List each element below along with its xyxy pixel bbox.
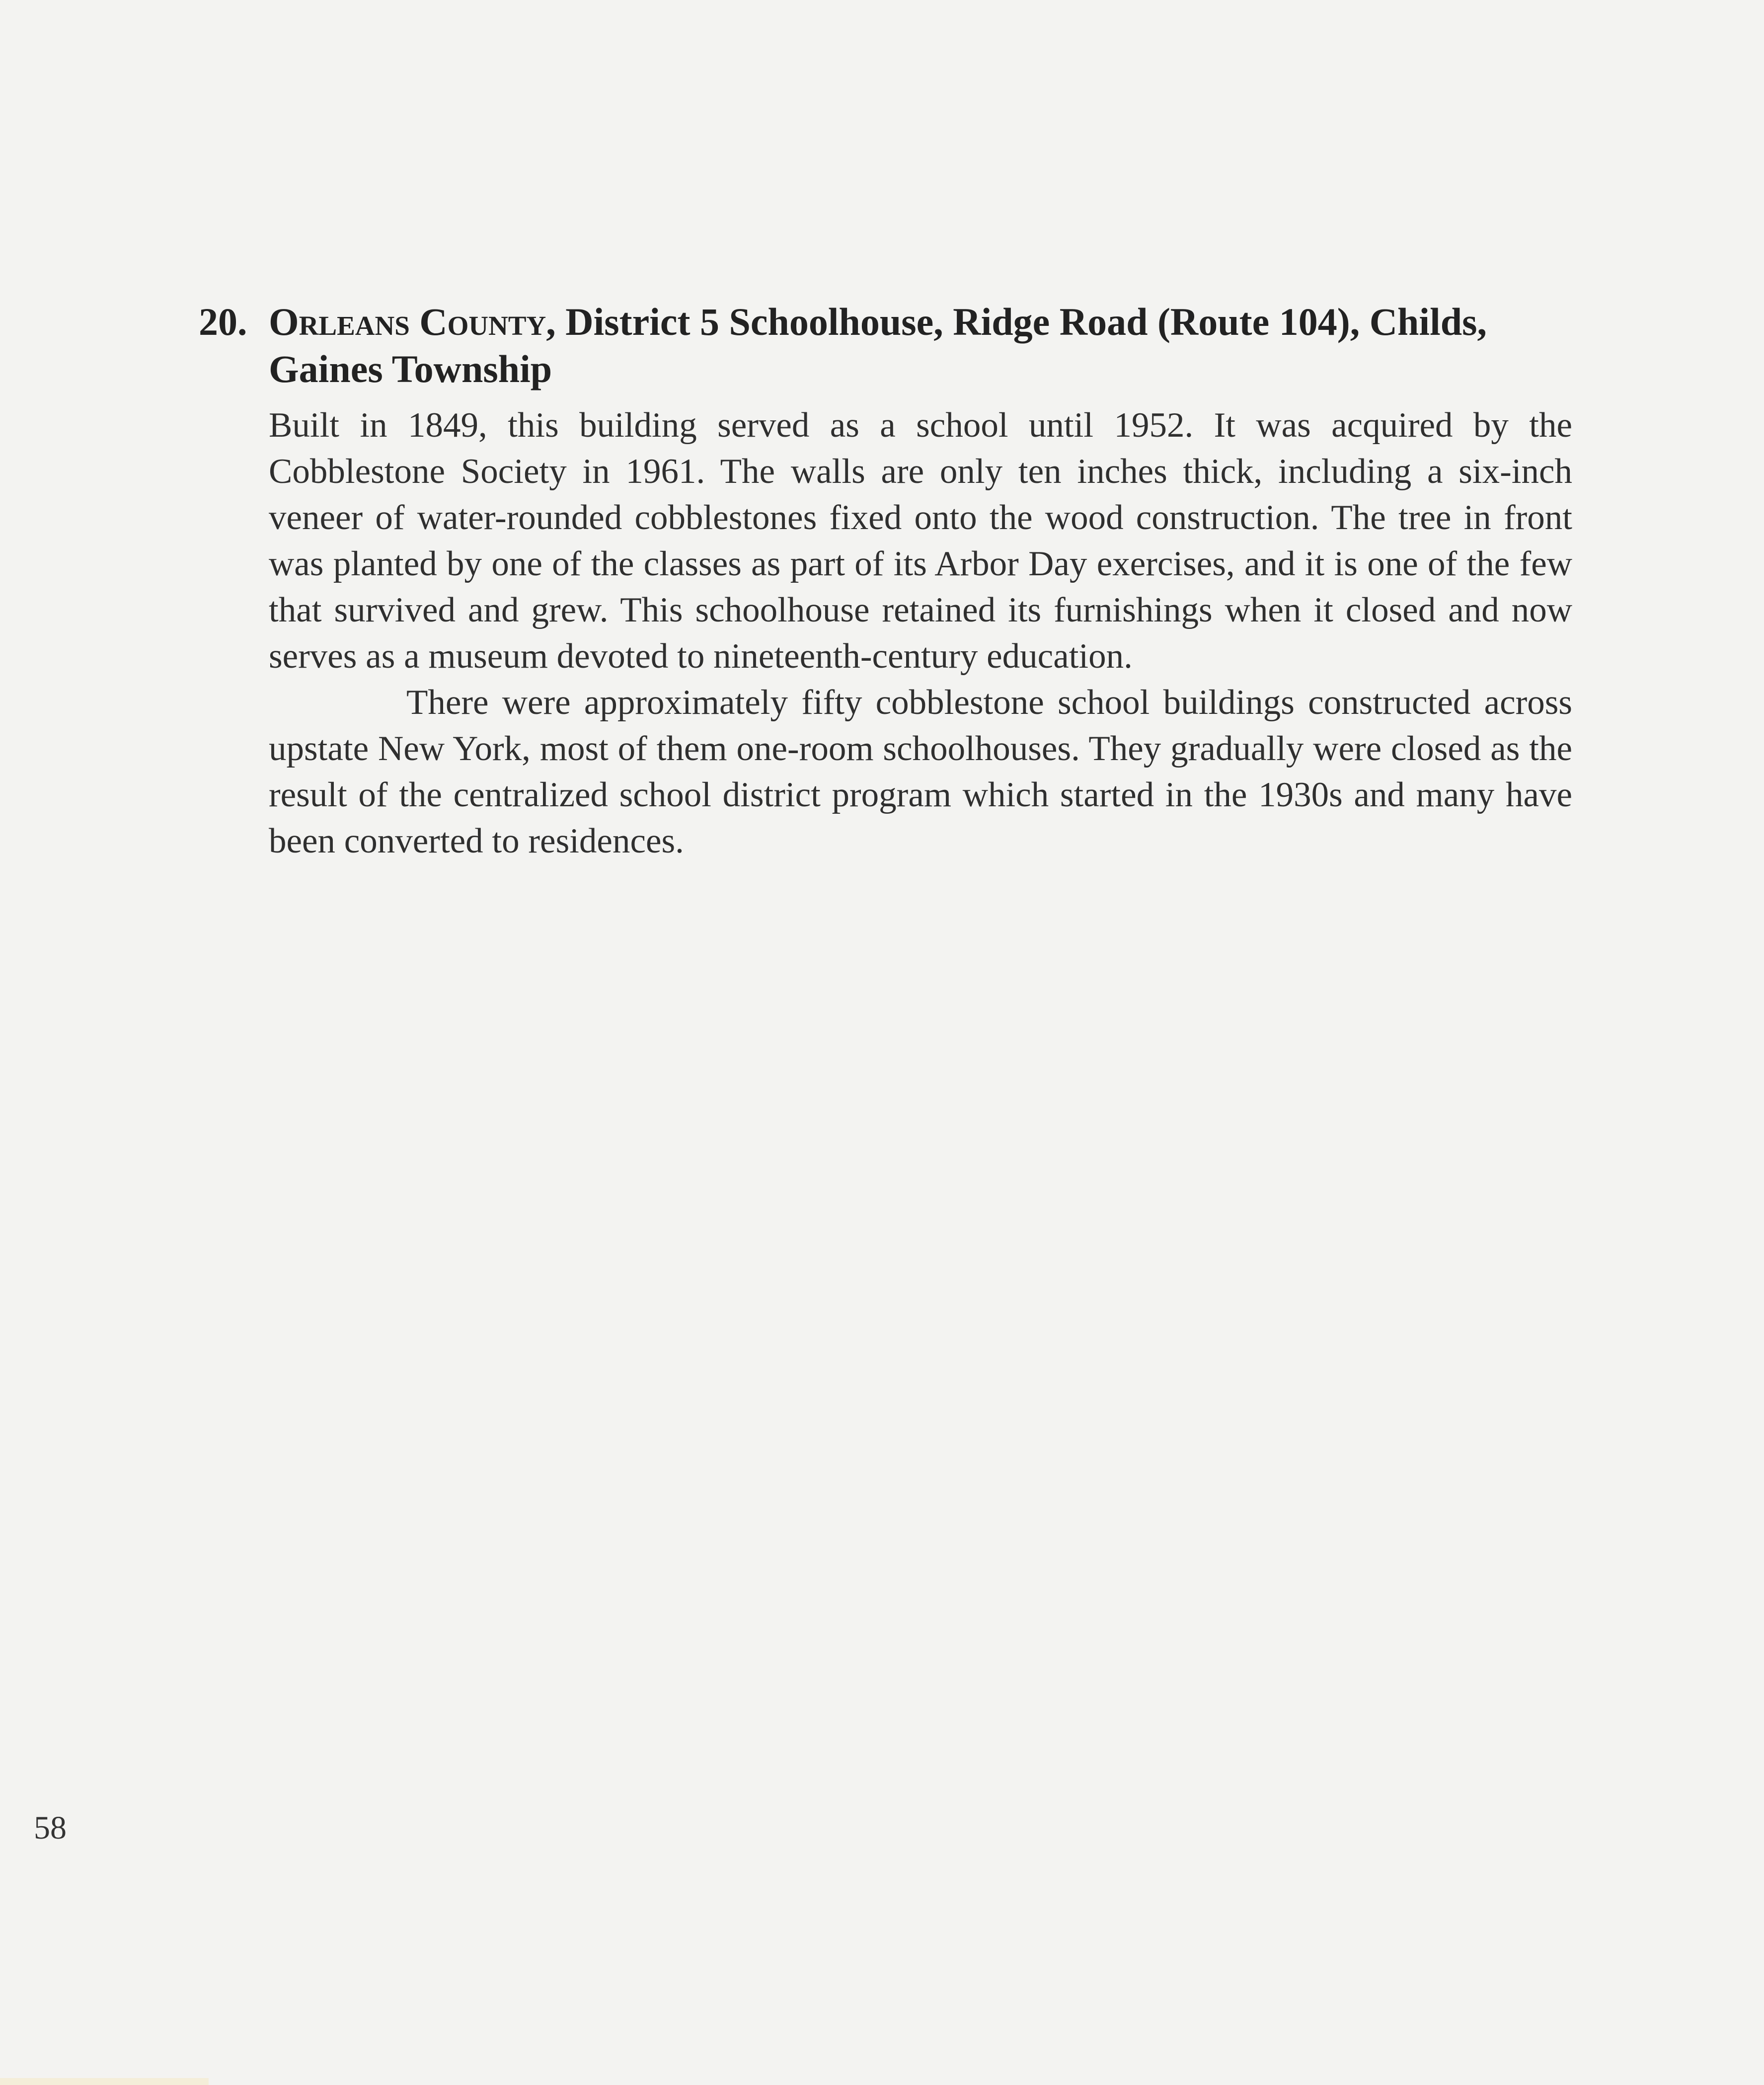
paragraph-description: Built in 1849, this building served as a school until 1952. It was acquired by the Cobblestone Society in 1961. The walls are only ten inches thick, including a six-inch veneer of water-rounded cobblestones fixed onto the wood construction. The tree in front was planted by one of the classes as part of its Arbor Day exercises, and it is one of the few that survived and grew. This schoolhouse retained its furnishings when it closed and now serves as a museum devoted to nineteenth-century education.	[269, 406, 1572, 676]
paragraph-history: There were approximately fifty cobblestone school buildings constructed across upstate New York, most of them one-room schoolhouses. They gradually were closed as the result of the centralized school district program which started in the 1930s and many have been converted to residences.	[269, 683, 1572, 860]
catalog-entry	[199, 298, 1572, 864]
entry-number: 20.	[199, 300, 247, 343]
entry-body	[269, 402, 1572, 864]
entry-title: District 5 Schoolhouse, Ridge Road (Route 104), Childs, Gaines Township	[269, 300, 1487, 390]
page-edge-strip	[0, 2078, 209, 2085]
entry-county: Orleans County,	[269, 300, 556, 343]
page-number: 58	[34, 1810, 67, 1846]
entry-heading	[199, 298, 1572, 392]
